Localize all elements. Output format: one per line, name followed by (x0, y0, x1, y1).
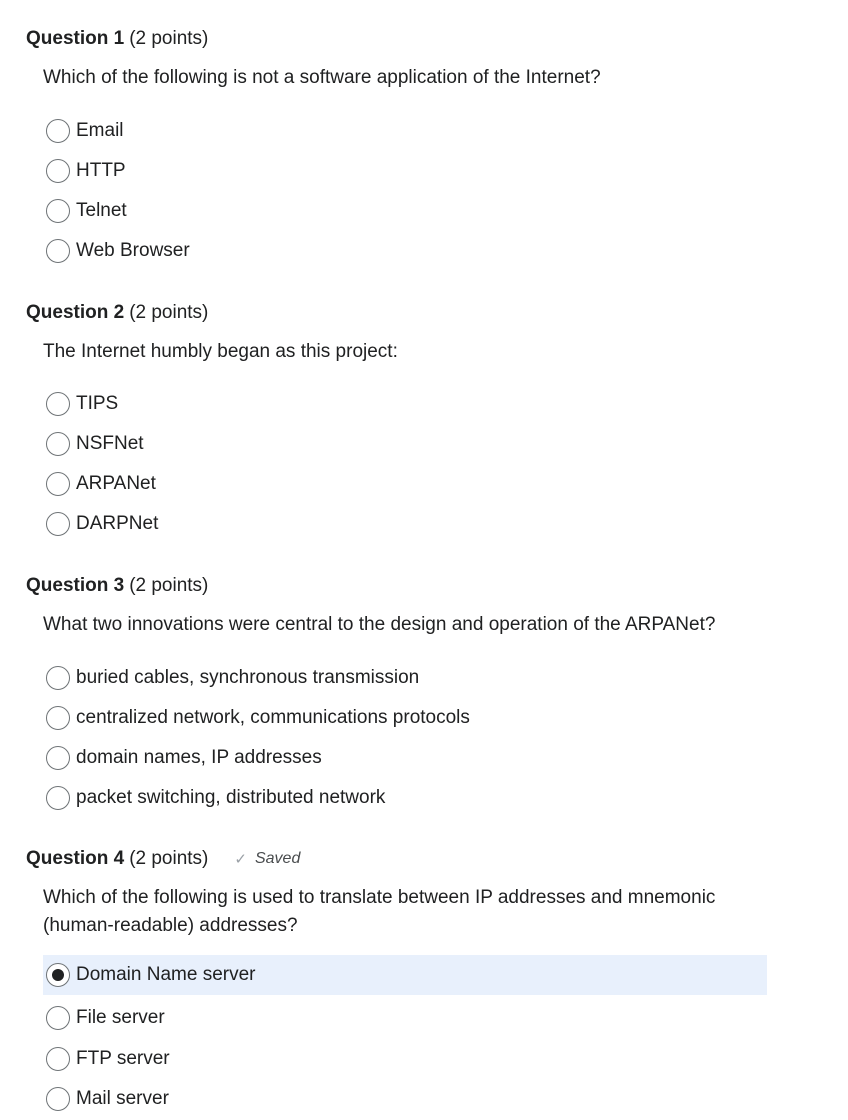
check-icon: ✓ (234, 851, 247, 868)
saved-status-label: Saved (254, 850, 301, 867)
radio-button[interactable] (46, 1047, 70, 1071)
answer-option-web-browser[interactable] (43, 231, 767, 271)
radio-button[interactable] (46, 746, 70, 770)
saved-status (234, 850, 300, 868)
answer-option-buried-cables[interactable] (43, 658, 767, 698)
question-header (26, 847, 300, 871)
radio-button[interactable] (46, 119, 70, 143)
question-number: Question 4 (26, 848, 125, 869)
answer-option-email[interactable] (43, 111, 767, 151)
answer-option-arpanet[interactable] (43, 464, 767, 504)
radio-button[interactable] (46, 432, 70, 456)
answer-option-domain-name-server[interactable] (43, 955, 767, 995)
answer-option-label: FTP server (76, 1048, 170, 1069)
answer-option-label: packet switching, distributed network (76, 787, 386, 808)
question-points: (2 points) (129, 848, 209, 869)
radio-button-selected[interactable] (46, 963, 70, 987)
question-text: Which of the following is used to translate between IP addresses and mnemonic (human-readable) addresses? (43, 887, 716, 936)
question-points: (2 points) (129, 28, 209, 49)
radio-button[interactable] (46, 239, 70, 263)
question-number: Question 3 (26, 575, 125, 596)
answer-option-label: Web Browser (76, 240, 190, 261)
question-number: Question 2 (26, 302, 125, 323)
answer-option-label: Telnet (76, 200, 127, 221)
answer-option-telnet[interactable] (43, 191, 767, 231)
question-number: Question 1 (26, 28, 125, 49)
question-text: Which of the following is not a software application of the Internet? (43, 67, 601, 88)
answer-option-label: TIPS (76, 393, 119, 414)
answer-option-tips[interactable] (43, 384, 767, 424)
question-header (26, 27, 208, 51)
answer-option-label: domain names, IP addresses (76, 747, 322, 768)
answer-option-mail-server[interactable] (43, 1079, 767, 1119)
question-text: The Internet humbly began as this project: (43, 341, 398, 362)
answer-option-ftp-server[interactable] (43, 1039, 767, 1079)
radio-button[interactable] (46, 1087, 70, 1111)
radio-button[interactable] (46, 512, 70, 536)
radio-button[interactable] (46, 472, 70, 496)
answer-option-label: buried cables, synchronous transmission (76, 667, 420, 688)
answer-option-darpnet[interactable] (43, 504, 767, 544)
radio-button[interactable] (46, 199, 70, 223)
radio-button[interactable] (46, 666, 70, 690)
question-points: (2 points) (129, 575, 209, 596)
answer-option-label: DARPNet (76, 513, 159, 534)
question-points: (2 points) (129, 302, 209, 323)
answer-option-label: File server (76, 1007, 165, 1028)
answer-option-label: centralized network, communications protocols (76, 707, 470, 728)
answer-option-label: NSFNet (76, 433, 144, 454)
answer-option-packet-switching[interactable] (43, 778, 767, 818)
radio-button[interactable] (46, 706, 70, 730)
answer-option-label: HTTP (76, 160, 126, 181)
answer-option-nsfnet[interactable] (43, 424, 767, 464)
answer-option-centralized-network[interactable] (43, 698, 767, 738)
answer-option-domain-names[interactable] (43, 738, 767, 778)
question-header (26, 574, 208, 598)
radio-selected-dot (52, 969, 64, 981)
answer-option-file-server[interactable] (43, 998, 767, 1038)
answer-option-http[interactable] (43, 151, 767, 191)
radio-button[interactable] (46, 159, 70, 183)
answer-option-label: Email (76, 120, 124, 141)
radio-button[interactable] (46, 1006, 70, 1030)
answer-option-label: Mail server (76, 1088, 169, 1109)
question-header (26, 301, 208, 325)
radio-button[interactable] (46, 392, 70, 416)
answer-option-label: ARPANet (76, 473, 156, 494)
radio-button[interactable] (46, 786, 70, 810)
answer-option-label: Domain Name server (76, 964, 256, 985)
question-text: What two innovations were central to the design and operation of the ARPANet? (43, 614, 716, 635)
